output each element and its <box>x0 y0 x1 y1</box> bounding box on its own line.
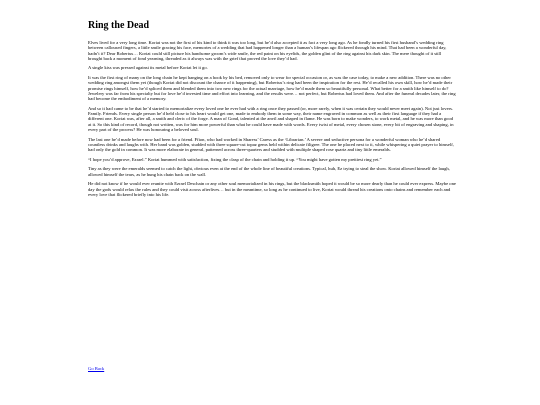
story-paragraph: “I hope you’d approve, Ezrael.” Koriat hummed with satisfaction, fixing the clasp of the chain and holding it up. “You might have gotten my prettiest ring yet.” <box>88 156 382 162</box>
story-paragraph: It was the first ring of many on the long chain he kept hanging on a hook by his bed, removed only to wear for special occasion or, as was the case today, to make a new addition. There was no other wedding ring amongst them yet (though Koriat did not discount the chance of it happening), but Robertus’s ring had been the inspiration for the rest. He’d recalled his own skill, how he’d made their promise rings himself, how he’d spliced them and blended them into two new rings for the actual marriage, how he’d made them so beautifully personal. What better for a smith like himself to do? Jewelery was far from his specialty but for love he’d invested time and effort into learning, and the results were… not perfect, but Robertus had loved them. And after the funeral decades later, the ring had become the embodiment of a memory. <box>88 75 456 102</box>
story-paragraph: A single kiss was pressed against its metal before Koriat let it go. <box>88 65 208 71</box>
story-paragraph: He did not know if he would ever reunite with Ezrael Deschain or any other soul memorialized in his rings, but the blacksmith hoped it would be so more dearly than he could ever express. Maybe one day the gods would relax the rules and they could visit across afterlives… but in the meantime, so long as he continued to live, Koriat would thread his creations onto chains and remember each and every love that flickered briefly into his life. <box>88 181 456 197</box>
story-container <box>88 20 456 202</box>
story-paragraph: Tiny as they were the emeralds seemed to catch the light, obvious even at the end of the whole line of beautiful creations. Typical, huh, Ez trying to steal the show. Koriat allowed himself the laugh, allowed himself the tears, as he hung his chain back on the wall. <box>88 166 450 177</box>
go-back-link[interactable]: Go Back <box>88 366 105 371</box>
story-title: Ring the Dead <box>88 20 150 31</box>
story-paragraph: And so it had came to be that he’d started to memorialize every loved one he ever had with a ring once they passed (or, more rarely, when it was certain they would never meet again). Not just lovers. Family. Friends. Every single person he’d held close to his heart would get one, made to embody them in some way, their name engraved in common as well as their first language if they had a different one. Koriat was, after all, a smith and cleric of the forge. A man of Gond, talented at the anvil and shaped in flame. He was born to make wonders, to work metal, and he was more than good at it. So this kind of record, though not written, was for him more powerful than what he could have made with words. Every twist of metal, every chosen stone, every bit of engraving and shaping, in every part of the process? He was honouring a beloved soul. <box>88 105 454 133</box>
story-paragraph: The last one he’d made before now had been for a friend. Ffion, who had worked in Sharess’ Caress as the ‘Librarian.’ A severe and seductive persona for a wonderful woman who he’d shared countless drinks and laughs with. Her band was golden, studded with three square-cut topaz gems held within delicate filigree. The one he placed next to it, while whispering a quiet prayer to himself, had only the gold in common. It was more elaborate in general, patterned across three-quarters and studded with multiple shaped rose quartz and tiny little emeralds. <box>88 136 454 153</box>
story-paragraph: Elves lived for a very long time. Koriat was not the first of his kind to think it was too long, but he’d also accepted it as fact a very long ago. As he fondly turned his first husband’s wedding ring between calloused fingers, a little smile gracing his face, memories of a wedding that had happened longer than a human’s lifespan ago flickered through his mind. That had been a wonderful day, hadn’t it? Dear Robertus… Koriat could still picture his handsome groom’s wide smile, the red paint on his eyelids, the golden glint of the ring against his dark skin. The mere thought of it still brought back a moment of fond yearning, threaded as it always was with the grief that proved the love they’d had. <box>88 40 447 61</box>
